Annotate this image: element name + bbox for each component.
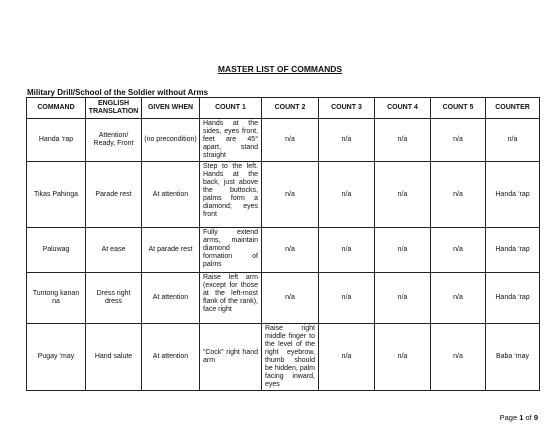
cell-counter: Handa ‘rap [486, 228, 540, 273]
cell-count-4: n/a [375, 228, 431, 273]
cell-given-when: At attention [142, 324, 200, 391]
cell-count-1 [200, 162, 262, 228]
cell-command: Tikas Pahinga [27, 162, 86, 228]
cell-count-1 [200, 324, 262, 391]
table-row [27, 119, 540, 162]
header-count-3: COUNT 3 [319, 98, 375, 119]
cell-given-when: At attention [142, 162, 200, 228]
page-number [500, 413, 538, 422]
table-row [27, 228, 540, 273]
cell-command: Pugay ‘may [27, 324, 86, 391]
cell-text: Fully extend arms, maintain diamond formation of palms [203, 229, 258, 268]
header-count-4: COUNT 4 [375, 98, 431, 119]
cell-count-1 [200, 228, 262, 273]
cell-count-2: n/a [262, 162, 319, 228]
cell-count-2 [262, 324, 319, 391]
cell-command: Tuntong kanan na [27, 273, 86, 324]
cell-translation: Parade rest [86, 162, 142, 228]
cell-given-when: (no precondition) [142, 119, 200, 162]
page-current: 1 [519, 413, 524, 422]
page-prefix: Page [499, 413, 520, 422]
header-command: COMMAND [27, 98, 86, 119]
header-count-1: COUNT 1 [200, 98, 262, 119]
cell-count-4: n/a [375, 162, 431, 228]
cell-text: Step to the left. Hands at the back, just above the buttocks, palms form a diamond; eyes front [203, 163, 258, 218]
cell-command: Paluwag [27, 228, 86, 273]
cell-translation: Dress right dress [86, 273, 142, 324]
header-row [27, 98, 540, 119]
cell-count-3: n/a [319, 324, 375, 391]
cell-count-5: n/a [431, 162, 486, 228]
cell-count-5: n/a [431, 324, 486, 391]
cell-count-3: n/a [319, 119, 375, 162]
cell-count-5: n/a [431, 228, 486, 273]
cell-count-2: n/a [262, 273, 319, 324]
cell-count-5: n/a [431, 273, 486, 324]
section-title: Military Drill/School of the Soldier without Arms [27, 88, 209, 97]
cell-count-4: n/a [375, 324, 431, 391]
document-title: MASTER LIST OF COMMANDS [217, 64, 343, 74]
commands-table [26, 97, 540, 391]
cell-translation: At ease [86, 228, 142, 273]
cell-text: Raise right middle finger to the level of the right eyebrow, thumb should be hidden, palm facing inward, eyes [265, 325, 315, 388]
cell-count-4: n/a [375, 273, 431, 324]
cell-translation: Attention/ Ready, Front [86, 119, 142, 162]
table-row [27, 273, 540, 324]
cell-count-5: n/a [431, 119, 486, 162]
cell-count-1 [200, 273, 262, 324]
header-given-when: GIVEN WHEN [142, 98, 200, 119]
cell-count-3: n/a [319, 228, 375, 273]
table-row [27, 162, 540, 228]
cell-translation: Hand salute [86, 324, 142, 391]
cell-count-3: n/a [319, 273, 375, 324]
cell-count-1 [200, 119, 262, 162]
cell-text: Raise left arm (except for those at the left-most flank of the rank), face right [203, 274, 258, 313]
cell-counter: Handa ‘rap [486, 162, 540, 228]
cell-text: “Cock” right hand arm [203, 349, 258, 364]
cell-count-2: n/a [262, 228, 319, 273]
header-english-translation: ENGLISH TRANSLATION [86, 98, 142, 119]
cell-counter: Baba ‘may [486, 324, 540, 391]
header-counter: COUNTER [486, 98, 540, 119]
cell-counter: Handa ‘rap [486, 273, 540, 324]
page-total: 9 [533, 413, 538, 422]
cell-counter: n/a [486, 119, 540, 162]
page-sep: of [523, 413, 534, 422]
table-row [27, 324, 540, 391]
cell-count-4: n/a [375, 119, 431, 162]
cell-given-when: At attention [142, 273, 200, 324]
cell-text: Hands at the sides, eyes front, feet are 45° apart, stand straight [203, 120, 258, 159]
cell-count-2: n/a [262, 119, 319, 162]
cell-given-when: At parade rest [142, 228, 200, 273]
cell-count-3: n/a [319, 162, 375, 228]
header-count-2: COUNT 2 [262, 98, 319, 119]
header-count-5: COUNT 5 [431, 98, 486, 119]
cell-command: Handa ‘rap [27, 119, 86, 162]
